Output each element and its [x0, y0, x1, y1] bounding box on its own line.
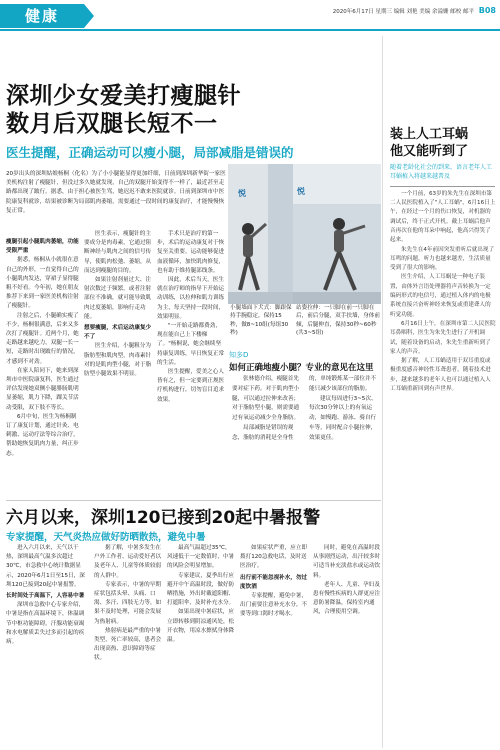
body-paragraph: 深圳市急救中心专家介绍，中暑是指在高温环境下，体温调节中枢功能障碍，汗腺功能衰竭和水电解质丢失过多而引起的疾病。 [6, 602, 85, 646]
sidebar-body [384, 190, 500, 395]
body-paragraph: 医生介绍，小腿粗分为脂肪型和肌肉型，肉毒素针对的是肌肉型小腿，对于脂肪型小腿效果不明显。 [84, 343, 152, 378]
section-tag: 健康 [0, 4, 84, 28]
second-column-4 [240, 544, 308, 620]
main-headline [6, 82, 316, 138]
body-paragraph: "一开始走路都费劲，现在能自己上下楼梯了。"杨桐说，她会继续坚持康复训练，早日恢复正常的生活。 [157, 323, 225, 366]
issue-info: 2020年6月17日 星期三 编辑 刘艳 美编 余溢姗 邮校 邮平 [332, 9, 475, 15]
body-paragraph: 手术只是治疗的第一步，术后的运动康复对于恢复至关重要。运动能够促进血液循环，加快肌肉修复，也有助于维持腿部线条。 [157, 231, 225, 274]
body-paragraph: 同时，避免在高温时段从事剧烈运动，出汗较多时可适当补充淡盐水或运动饮料。 [313, 545, 381, 579]
header-rule [0, 29, 500, 31]
body-paragraph: 如果注射剂量过大、注射次数过于频繁，或者注射部位不准确，就可能导致肌肉过度萎缩，影响行走功能。 [84, 277, 152, 320]
body-paragraph: 据了解，中暑多发生在户外工作者、运动爱好者以及老年人、儿童等体质较弱的人群中。 [94, 545, 162, 579]
box-paragraph: 张林德介绍，瘦腿首先要对症下药。对于肌肉型小腿，可以通过拉伸来改善；对于脂肪型小腿，则需要通过有氧运动减少全身脂肪。 [232, 376, 300, 422]
main-subheadline: 医生提醒，正确运动可以瘦小腿，局部减脂是错误的 [6, 145, 294, 160]
sidebar-paragraph: 医生介绍，人工耳蜗是一种电子装置，由体外言语处理器将声音转换为一定编码形式的电信号，通过植入体内的电极系统直接兴奋听神经来恢复或重建聋人的听觉功能。 [390, 274, 491, 318]
photo-caption-2: 站姿拉伸：一只脚在前一只脚在后，前后分腿，双手扶墙，身体前倾，后腿伸直，保持30秒~60秒(共3~5组) [296, 305, 380, 337]
box-paragraph: 局部减脂是错误的观念，脂肪的消耗是全身性的，单纯锻炼某一部位并不能只减少该部位的脂肪。 [232, 376, 377, 441]
page-header [0, 0, 500, 30]
second-headline: 六月以来，深圳120已接到20起中暑报警 [6, 508, 321, 528]
column-subheading: 想要瘦腿，术后运动康复少不了 [84, 325, 152, 341]
second-column-2 [94, 544, 162, 664]
sidebar-story [384, 36, 500, 750]
second-column-1 [6, 544, 89, 647]
column-subheading: 长时间处于高温下，人容易中暑 [6, 593, 85, 600]
box-title: 如何正确地瘦小腿？专业的意见在这里 [229, 363, 374, 373]
page-number: B08 [478, 6, 496, 15]
intro-paragraph: 20岁出头的深圳姑娘杨桐（化名）为了小小腿能显得更加纤细，日前到深圳新华街一家医美机构注射了瘦腿针，但没过多久她就发现，自己的双腿开始变得不一样了，最近甚至走路都出现了跛行。据悉，由于担心被医生骂，她迟迟不敢来医院就诊。日前到深圳市中医院康复科就诊，结果被诊断为局部肌肉萎缩，需要通过一段时间的康复治疗，才能慢慢恢复正常。 [6, 171, 226, 214]
svg-text:悦: 悦 [297, 187, 305, 196]
figure-illustration [228, 164, 293, 304]
sidebar-rule [390, 186, 495, 187]
body-paragraph: 老年人、儿童、孕妇及患有慢性疾病的人群更应注意防暑降温，保持室内通风，合理使用空调。 [313, 581, 381, 616]
headline-line-1: 深圳少女爱美打瘦腿针 [6, 83, 241, 109]
svg-text:悦: 悦 [238, 189, 246, 198]
sidebar-headline-line-1: 装上人工耳蜗 [390, 127, 469, 142]
box-label: 知多D [229, 351, 249, 359]
box-paragraph: 建议每周进行3~5次、每次30分钟以上的有氧运动，如慢跑、游泳、骑自行车等，同时配合小腿拉伸，效果更佳。 [309, 395, 377, 441]
body-paragraph: 医生表示，瘦腿针的主要成分是肉毒素，它通过阻断神经与肌肉之间的信号传导，使肌肉松弛、萎缩，从而达到瘦腿的目的。 [84, 231, 152, 274]
photo-standing-stretch [293, 164, 381, 304]
second-subheadline: 专家提醒，天气炎热应做好防晒散热，避免中暑 [6, 532, 206, 543]
body-paragraph: 专家表示，中暑的早期症状包括头晕、头痛、口渴、多汗、四肢无力等，如果不及时处理，可能会发展为热射病。 [94, 581, 162, 625]
photo-caption-1: 小腿墙面下犬式：脚跟保持手腕稳定，保持15秒，做8~10组(每组30秒) [230, 305, 292, 337]
article-column-1 [6, 236, 79, 459]
second-column-5 [313, 544, 382, 618]
body-paragraph: 据悉，杨桐从小就很在意自己的外形，一直觉得自己的小腿肌肉发达，穿裙子显得腿粗不好看。今年初，她在朋友推荐下来到一家医美机构注射了瘦腿针。 [6, 257, 79, 310]
body-paragraph: 如果出现中暑症状，应立即转移到阴凉通风处，松开衣物，用凉水擦拭身体降温。 [167, 609, 235, 644]
column-subheading: 瘦腿引起小腿肌肉萎缩，功能受限严重 [6, 239, 79, 255]
article-column-2 [84, 230, 152, 379]
body-paragraph: 医生提醒，爱美之心人皆有之，但一定要到正规医疗机构进行，切勿盲目追求效果。 [157, 369, 225, 403]
sidebar-paragraph: 一个月前，63岁的朱先生在深圳市第二人民医院植入了"人工耳蜗"，6月16日上午，在经过一个月的伤口恢复，对机器的调试后，终于正式开机。戴上耳蜗后他声音再次在他的耳朵中响起，他高兴得笑了起来。 [390, 190, 496, 244]
sidebar-paragraph: 朱先生在4年前因突发重听后就出现了耳鸣的问题，听力也越来越差，生活质量受到了很大的影响。 [390, 246, 495, 272]
headline-line-2: 数月后双腿长短不一 [6, 111, 218, 137]
article-column-3 [157, 230, 225, 405]
story-divider [6, 500, 381, 501]
column-divider [382, 36, 383, 748]
body-paragraph: 进入六月以来，天气以干热，深圳最高气温多次超过30℃，市急救中心统计数据显示，2020年6月1日至15日，深圳120已接到20起中暑报警。 [6, 545, 85, 588]
figure-illustration [293, 164, 381, 304]
header-meta [333, 6, 496, 15]
body-paragraph: 注射之后，小腿确实瘦了不少，杨桐很满意，后来又多次打了瘦腿针。近两个月，她走路越来越吃力，双腿一长一短，走路时出现跛行的情况，才感到不对劲。 [6, 312, 79, 365]
body-paragraph: 因此，术后当天，医生就在治疗师的指导下开始运动训练，以拉伸和肌力训练为主，每天坚持一段时间，效果明显。 [157, 277, 225, 320]
sidebar-headline [384, 126, 500, 160]
body-paragraph: 专家提醒，避免中暑，出门前要注意补充水分，不要等到口渴时才喝水。 [240, 593, 308, 618]
column-subheading: 出行前不能忽视补水，勿过度饮酒 [240, 574, 308, 590]
body-paragraph: 专家建议，夏季出行应避开中午高温时段，做好防晒措施，外出时戴遮阳帽、打遮阳伞，及时补充水分。 [167, 572, 235, 607]
body-paragraph: 6月中旬，医生为杨桐制订了康复计划，通过针灸、电刺激、运动疗法等综合治疗，帮助她恢复肌肉力量，纠正步态。 [6, 413, 79, 457]
sidebar-lead: 随着老龄化社会的到来，语言老年人工耳蜗植入将越来越普及 [390, 164, 493, 181]
body-paragraph: 最高气温超过35℃，风速低于一定数值时，中暑的风险会明显增加。 [167, 545, 235, 570]
body-paragraph: 热射病是最严重的中暑类型，死亡率较高，患者会出现高热、意识障碍等症状。 [94, 627, 162, 662]
section-tag-tail [84, 4, 94, 28]
sidebar-paragraph: 据了解，人工耳蜗适用于双耳重度或极重度感音神经性耳聋患者，随着技术进步，越来越多的老年人也可以通过植入人工耳蜗重新回到有声世界。 [390, 358, 491, 393]
second-column-3 [167, 544, 235, 645]
body-paragraph: 在家人陪同下，她来到深圳市中医院康复科，医生通过评估发现她双侧小腿腓肠肌明显萎缩，肌力下降，踝关节活动受限，双下肢不等长。 [6, 367, 79, 411]
photo-calf-stretch [228, 164, 293, 304]
box-body [232, 375, 380, 444]
sidebar-paragraph: 6月16日上午，在深圳市第二人民医院耳鼻咽科，医生为朱先生进行了开机调试，随着设备的启动，朱先生重新听到了家人的声音。 [390, 320, 496, 355]
sidebar-headline-line-2: 他又能听到了 [390, 144, 469, 159]
body-paragraph: 如果症状严重，应立即拨打120急救电话，及时送医治疗。 [240, 545, 307, 570]
